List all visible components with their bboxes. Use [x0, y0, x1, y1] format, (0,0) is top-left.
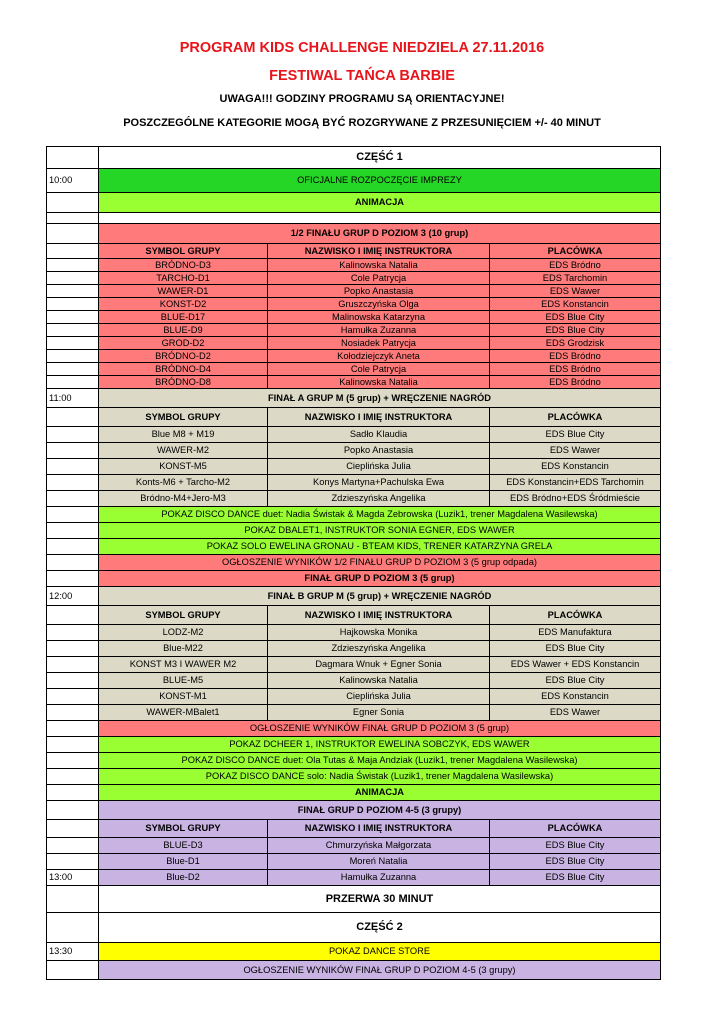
schedule-row	[47, 443, 661, 459]
group-symbol-cell: WAWER-M2	[99, 443, 268, 459]
time-cell	[47, 427, 99, 443]
time-cell	[47, 298, 99, 311]
page-title: PROGRAM KIDS CHALLENGE NIEDZIELA 27.11.2016	[179, 40, 545, 56]
venue-cell: EDS Blue City	[490, 854, 661, 870]
schedule-row	[47, 350, 661, 363]
instructor-cell: Kalinowska Natalia	[268, 673, 490, 689]
time-cell	[47, 376, 99, 389]
schedule-row	[47, 408, 661, 427]
instructor-cell: NAZWISKO I IMIĘ INSTRUKTORA	[268, 606, 490, 625]
schedule-row	[47, 363, 661, 376]
event-cell: ANIMACJA	[99, 785, 661, 801]
schedule-row	[47, 870, 661, 886]
group-symbol-cell: KONST M3 I WAWER M2	[99, 657, 268, 673]
time-cell	[47, 913, 99, 943]
instructor-cell: Hamułka Zuzanna	[268, 870, 490, 886]
schedule-row	[47, 801, 661, 820]
instructor-cell: Cieplińska Julia	[268, 459, 490, 475]
event-cell: PRZERWA 30 MINUT	[99, 886, 661, 913]
schedule-row	[47, 459, 661, 475]
group-symbol-cell: Blue-M22	[99, 641, 268, 657]
instructor-cell: Kołodziejczyk Aneta	[268, 350, 490, 363]
schedule-row	[47, 337, 661, 350]
group-symbol-cell: Konts-M6 + Tarcho-M2	[99, 475, 268, 491]
time-cell	[47, 491, 99, 507]
group-symbol-cell: SYMBOL GRUPY	[99, 606, 268, 625]
instructor-cell: Dagmara Wnuk + Egner Sonia	[268, 657, 490, 673]
time-cell	[47, 350, 99, 363]
time-cell	[47, 363, 99, 376]
time-cell	[47, 769, 99, 785]
schedule-row	[47, 213, 661, 224]
schedule-row	[47, 571, 661, 587]
venue-cell: EDS Bródno	[490, 350, 661, 363]
time-cell	[47, 475, 99, 491]
instructor-cell: NAZWISKO I IMIĘ INSTRUKTORA	[268, 408, 490, 427]
schedule-row	[47, 587, 661, 606]
time-cell	[47, 673, 99, 689]
venue-cell: EDS Bródno	[490, 363, 661, 376]
group-symbol-cell: SYMBOL GRUPY	[99, 820, 268, 838]
event-cell: OGŁOSZENIE WYNIKÓW 1/2 FINAŁU GRUP D POZIOM 3 (5 grup odpada)	[99, 555, 661, 571]
schedule-row	[47, 298, 661, 311]
time-cell	[47, 801, 99, 820]
time-cell	[47, 820, 99, 838]
schedule-row	[47, 721, 661, 737]
venue-cell: EDS Blue City	[490, 870, 661, 886]
group-symbol-cell: KONST-D2	[99, 298, 268, 311]
time-cell	[47, 641, 99, 657]
schedule-body	[47, 147, 661, 980]
venue-cell: EDS Blue City	[490, 673, 661, 689]
event-cell: POKAZ DCHEER 1, INSTRUKTOR EWELINA SOBCZYK, EDS WAWER	[99, 737, 661, 753]
schedule-row	[47, 737, 661, 753]
time-cell	[47, 737, 99, 753]
time-cell	[47, 625, 99, 641]
venue-cell: EDS Blue City	[490, 838, 661, 854]
schedule-row	[47, 427, 661, 443]
instructor-cell: Malinowska Katarzyna	[268, 311, 490, 324]
instructor-cell: Kalinowska Natalia	[268, 376, 490, 389]
event-cell: POKAZ DISCO DANCE solo: Nadia Świstak (Luzik1, trener Magdalena Wasilewska)	[99, 769, 661, 785]
time-cell	[47, 459, 99, 475]
instructor-cell: Hajkowska Monika	[268, 625, 490, 641]
schedule-row	[47, 389, 661, 408]
venue-cell: EDS Konstancin	[490, 459, 661, 475]
instructor-cell: Kalinowska Natalia	[268, 259, 490, 272]
schedule-row	[47, 705, 661, 721]
venue-cell: EDS Bródno	[490, 259, 661, 272]
venue-cell: EDS Bródno+EDS Śródmieście	[490, 491, 661, 507]
time-cell: 13:00	[47, 870, 99, 886]
time-cell	[47, 259, 99, 272]
group-symbol-cell: BRÓDNO-D8	[99, 376, 268, 389]
group-symbol-cell: Bródno-M4+Jero-M3	[99, 491, 268, 507]
group-symbol-cell: GROD-D2	[99, 337, 268, 350]
instructor-cell: Sadło Klaudia	[268, 427, 490, 443]
venue-cell: PLACÓWKA	[490, 820, 661, 838]
time-cell	[47, 285, 99, 298]
schedule-row	[47, 147, 661, 169]
schedule-row	[47, 244, 661, 259]
instructor-cell: Zdzieszyńska Angelika	[268, 491, 490, 507]
instructor-cell: Popko Anastasia	[268, 285, 490, 298]
time-cell	[47, 886, 99, 913]
schedule-row	[47, 193, 661, 213]
time-cell	[47, 523, 99, 539]
time-cell	[47, 705, 99, 721]
time-cell: 12:00	[47, 587, 99, 606]
time-cell	[47, 785, 99, 801]
venue-cell: EDS Wawer + EDS Konstancin	[490, 657, 661, 673]
shift-note: POSZCZEGÓLNE KATEGORIE MOGĄ BYĆ ROZGRYWANE Z PRZESUNIĘCIEM +/- 40 MINUT	[123, 117, 601, 129]
event-cell: OGŁOSZENIE WYNIKÓW FINAŁ GRUP D POZIOM 4-5 (3 grupy)	[99, 961, 661, 980]
event-cell: POKAZ DANCE STORE	[99, 943, 661, 961]
group-symbol-cell: LODZ-M2	[99, 625, 268, 641]
schedule-row	[47, 657, 661, 673]
schedule-row	[47, 169, 661, 193]
event-cell: CZĘŚĆ 2	[99, 913, 661, 943]
group-symbol-cell: BRÓDNO-D4	[99, 363, 268, 376]
spacer-cell	[99, 213, 661, 224]
schedule-row	[47, 961, 661, 980]
page-subtitle: FESTIWAL TAŃCA BARBIE	[269, 68, 455, 84]
venue-cell: PLACÓWKA	[490, 408, 661, 427]
time-cell	[47, 213, 99, 224]
schedule-row	[47, 625, 661, 641]
event-cell: OFICJALNE ROZPOCZĘCIE IMPREZY	[99, 169, 661, 193]
group-symbol-cell: BRÓDNO-D3	[99, 259, 268, 272]
time-cell	[47, 606, 99, 625]
schedule-table	[46, 146, 661, 980]
group-symbol-cell: BLUE-D17	[99, 311, 268, 324]
venue-cell: EDS Blue City	[490, 427, 661, 443]
schedule-row	[47, 285, 661, 298]
time-cell: 11:00	[47, 389, 99, 408]
schedule-row	[47, 785, 661, 801]
group-symbol-cell: BLUE-M5	[99, 673, 268, 689]
group-symbol-cell: Blue-D1	[99, 854, 268, 870]
schedule-row	[47, 689, 661, 705]
event-cell: OGŁOSZENIE WYNIKÓW FINAŁ GRUP D POZIOM 3 (5 grup)	[99, 721, 661, 737]
venue-cell: EDS Konstancin	[490, 689, 661, 705]
group-symbol-cell: BRÓDNO-D2	[99, 350, 268, 363]
event-cell: FINAŁ A GRUP M (5 grup) + WRĘCZENIE NAGRÓD	[99, 389, 661, 408]
event-cell: POKAZ DISCO DANCE duet: Nadia Świstak & Magda Zebrowska (Luzik1, trener Magdalena Wasilewska)	[99, 507, 661, 523]
group-symbol-cell: BLUE-D9	[99, 324, 268, 337]
event-cell: 1/2 FINAŁU GRUP D POZIOM 3 (10 grup)	[99, 224, 661, 244]
instructor-cell: Gruszczyńska Olga	[268, 298, 490, 311]
instructor-cell: Popko Anastasia	[268, 443, 490, 459]
event-cell: CZĘŚĆ 1	[99, 147, 661, 169]
time-cell	[47, 539, 99, 555]
venue-cell: PLACÓWKA	[490, 244, 661, 259]
instructor-cell: Egner Sonia	[268, 705, 490, 721]
event-cell: FINAŁ B GRUP M (5 grup) + WRĘCZENIE NAGRÓD	[99, 587, 661, 606]
venue-cell: EDS Wawer	[490, 443, 661, 459]
event-cell: POKAZ SOLO EWELINA GRONAU - BTEAM KIDS, TRENER KATARZYNA GRELA	[99, 539, 661, 555]
schedule-row	[47, 753, 661, 769]
time-cell	[47, 555, 99, 571]
event-cell: FINAŁ GRUP D POZIOM 3 (5 grup)	[99, 571, 661, 587]
schedule-row	[47, 272, 661, 285]
group-symbol-cell: KONST-M1	[99, 689, 268, 705]
schedule-row	[47, 311, 661, 324]
venue-cell: EDS Konstancin	[490, 298, 661, 311]
group-symbol-cell: KONST-M5	[99, 459, 268, 475]
time-cell	[47, 753, 99, 769]
time-cell: 10:00	[47, 169, 99, 193]
venue-cell: EDS Wawer	[490, 705, 661, 721]
venue-cell: EDS Grodzisk	[490, 337, 661, 350]
instructor-cell: Hamułka Zuzanna	[268, 324, 490, 337]
group-symbol-cell: BLUE-D3	[99, 838, 268, 854]
instructor-cell: Moreń Natalia	[268, 854, 490, 870]
event-cell: POKAZ DISCO DANCE duet: Ola Tutas & Maja Andziak (Luzik1, trener Magdalena Wasilewska)	[99, 753, 661, 769]
schedule-row	[47, 475, 661, 491]
venue-cell: EDS Tarchomin	[490, 272, 661, 285]
schedule-row	[47, 507, 661, 523]
venue-cell: EDS Wawer	[490, 285, 661, 298]
venue-cell: EDS Blue City	[490, 324, 661, 337]
schedule-row	[47, 606, 661, 625]
instructor-cell: NAZWISKO I IMIĘ INSTRUKTORA	[268, 244, 490, 259]
time-cell	[47, 571, 99, 587]
group-symbol-cell: SYMBOL GRUPY	[99, 244, 268, 259]
time-cell	[47, 721, 99, 737]
venue-cell: EDS Blue City	[490, 641, 661, 657]
instructor-cell: Cole Patrycja	[268, 272, 490, 285]
time-cell	[47, 408, 99, 427]
time-cell: 13:30	[47, 943, 99, 961]
group-symbol-cell: WAWER-MBalet1	[99, 705, 268, 721]
event-cell: POKAZ DBALET1, INSTRUKTOR SONIA EGNER, EDS WAWER	[99, 523, 661, 539]
schedule-row	[47, 913, 661, 943]
schedule-row	[47, 224, 661, 244]
time-cell	[47, 224, 99, 244]
schedule-row	[47, 523, 661, 539]
warning-note: UWAGA!!! GODZINY PROGRAMU SĄ ORIENTACYJNE!	[219, 93, 505, 105]
schedule-row	[47, 943, 661, 961]
venue-cell: PLACÓWKA	[490, 606, 661, 625]
schedule-row	[47, 838, 661, 854]
time-cell	[47, 311, 99, 324]
group-symbol-cell: WAWER-D1	[99, 285, 268, 298]
instructor-cell: Cieplińska Julia	[268, 689, 490, 705]
time-cell	[47, 244, 99, 259]
instructor-cell: NAZWISKO I IMIĘ INSTRUKTORA	[268, 820, 490, 838]
time-cell	[47, 689, 99, 705]
time-cell	[47, 443, 99, 459]
venue-cell: EDS Blue City	[490, 311, 661, 324]
time-cell	[47, 838, 99, 854]
schedule-row	[47, 324, 661, 337]
group-symbol-cell: Blue M8 + M19	[99, 427, 268, 443]
instructor-cell: Zdzieszyńska Angelika	[268, 641, 490, 657]
time-cell	[47, 854, 99, 870]
schedule-row	[47, 820, 661, 838]
time-cell	[47, 324, 99, 337]
instructor-cell: Konys Martyna+Pachulska Ewa	[268, 475, 490, 491]
time-cell	[47, 193, 99, 213]
instructor-cell: Chmurzyńska Małgorzata	[268, 838, 490, 854]
venue-cell: EDS Manufaktura	[490, 625, 661, 641]
schedule-row	[47, 673, 661, 689]
instructor-cell: Nosiadek Patrycja	[268, 337, 490, 350]
venue-cell: EDS Bródno	[490, 376, 661, 389]
time-cell	[47, 507, 99, 523]
venue-cell: EDS Konstancin+EDS Tarchomin	[490, 475, 661, 491]
event-cell: ANIMACJA	[99, 193, 661, 213]
schedule-row	[47, 854, 661, 870]
group-symbol-cell: SYMBOL GRUPY	[99, 408, 268, 427]
schedule-row	[47, 886, 661, 913]
schedule-row	[47, 259, 661, 272]
time-cell	[47, 147, 99, 169]
schedule-row	[47, 539, 661, 555]
event-cell: FINAŁ GRUP D POZIOM 4-5 (3 grupy)	[99, 801, 661, 820]
instructor-cell: Cole Patrycja	[268, 363, 490, 376]
schedule-row	[47, 491, 661, 507]
time-cell	[47, 961, 99, 980]
group-symbol-cell: Blue-D2	[99, 870, 268, 886]
schedule-row	[47, 641, 661, 657]
time-cell	[47, 272, 99, 285]
time-cell	[47, 657, 99, 673]
schedule-row	[47, 769, 661, 785]
time-cell	[47, 337, 99, 350]
group-symbol-cell: TARCHO-D1	[99, 272, 268, 285]
schedule-row	[47, 555, 661, 571]
schedule-row	[47, 376, 661, 389]
